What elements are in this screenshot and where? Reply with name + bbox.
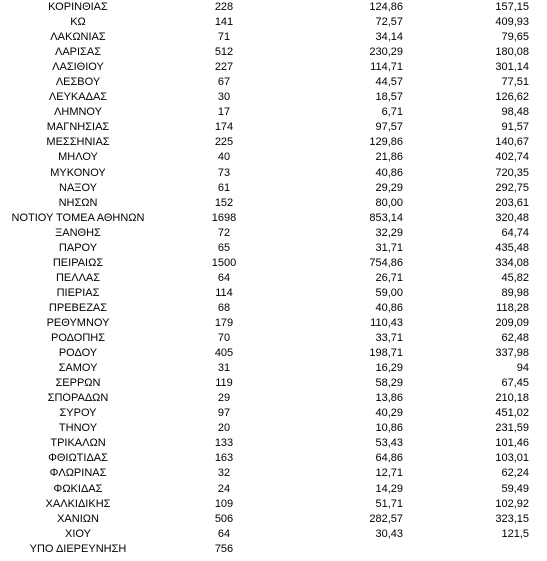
count-cell: 109 (214, 497, 234, 510)
table-row (0, 271, 547, 286)
region-name-cell: ΦΘΙΩΤΙΔΑΣ (48, 452, 108, 465)
rate-cell: 16,29 (375, 362, 403, 375)
region-name-cell: ΛΑΡΙΣΑΣ (54, 46, 101, 59)
table-row (0, 135, 547, 150)
ratio-cell: 435,48 (495, 241, 529, 254)
table-row (0, 436, 547, 451)
count-cell: 64 (217, 271, 231, 284)
count-cell: 24 (217, 482, 231, 495)
rate-cell: 26,71 (375, 271, 403, 284)
rate-cell: 97,57 (375, 121, 403, 134)
ratio-cell: 409,93 (495, 16, 529, 29)
ratio-cell: 209,09 (495, 317, 529, 329)
region-name-cell: ΜΕΣΣΗΝΙΑΣ (46, 136, 110, 149)
region-name-cell: ΧΙΟΥ (65, 527, 91, 540)
rate-cell: 282,57 (369, 512, 403, 525)
ratio-cell: 337,98 (495, 347, 529, 360)
count-cell: 141 (214, 16, 234, 29)
ratio-cell: 451,02 (495, 407, 529, 420)
region-name-cell: ΠΕΛΛΑΣ (55, 271, 101, 284)
rate-cell: 10,86 (375, 422, 403, 435)
region-name-cell: ΛΑΣΙΘΙΟΥ (52, 61, 104, 74)
region-name-cell: ΠΡΕΒΕΖΑΣ (48, 301, 108, 314)
table-row (0, 286, 547, 301)
region-name-cell: ΠΑΡΟΥ (58, 241, 98, 254)
ratio-cell: 121,5 (501, 527, 529, 540)
ratio-cell: 67,45 (501, 377, 529, 390)
count-cell: 64 (217, 527, 231, 540)
ratio-cell: 98,48 (501, 106, 529, 119)
count-cell: 68 (217, 301, 231, 314)
table-row (0, 211, 547, 226)
table-row (0, 542, 547, 557)
ratio-cell: 91,57 (501, 121, 529, 134)
region-name-cell: ΡΕΘΥΜΝΟΥ (46, 317, 110, 329)
count-cell: 114 (215, 286, 233, 299)
rate-cell: 129,86 (369, 136, 403, 149)
ratio-cell: 62,48 (501, 332, 529, 345)
count-cell: 228 (214, 1, 234, 14)
table-row (0, 406, 547, 421)
rate-cell: 853,14 (369, 211, 403, 224)
rate-cell: 31,71 (375, 241, 403, 254)
ratio-cell: 301,14 (495, 61, 529, 74)
rate-cell: 40,86 (375, 166, 403, 179)
table-row (0, 0, 547, 15)
ratio-cell: 118,28 (496, 301, 529, 314)
table-row (0, 346, 547, 361)
count-cell: 174 (214, 121, 234, 134)
rate-cell: 14,29 (375, 482, 403, 495)
rate-cell: 34,14 (375, 31, 403, 44)
count-cell: 65 (217, 241, 231, 254)
ratio-cell: 720,35 (495, 166, 529, 179)
region-name-cell: ΝΗΣΩΝ (58, 196, 98, 209)
count-cell: 1698 (211, 211, 237, 224)
region-name-cell: ΠΕΙΡΑΙΩΣ (52, 256, 104, 269)
rate-cell: 30,43 (375, 527, 403, 540)
rate-cell: 80,00 (375, 196, 403, 209)
table-row (0, 196, 547, 211)
count-cell: 30 (217, 91, 231, 104)
region-name-cell: ΛΕΥΚΑΔΑΣ (48, 91, 108, 104)
table-row (0, 90, 547, 105)
rate-cell: 110,43 (370, 317, 403, 329)
table-row (0, 45, 547, 60)
count-cell: 133 (214, 437, 234, 450)
table-row (0, 331, 547, 346)
ratio-cell: 62,24 (501, 467, 529, 480)
rate-cell: 64,86 (375, 452, 403, 465)
rate-cell: 53,43 (375, 437, 403, 450)
rate-cell: 51,71 (375, 497, 403, 510)
ratio-cell: 59,49 (501, 482, 529, 495)
count-cell: 32 (217, 467, 231, 480)
table-row (0, 361, 547, 376)
region-name-cell: ΚΟΡΙΝΘΙΑΣ (48, 1, 108, 14)
rate-cell: 13,86 (375, 392, 403, 405)
ratio-cell: 140,67 (495, 136, 529, 149)
ratio-cell: 126,62 (495, 91, 529, 104)
table-row (0, 421, 547, 436)
rate-cell (292, 542, 403, 557)
table-row (0, 150, 547, 165)
region-name-cell: ΞΑΝΘΗΣ (55, 226, 101, 239)
table-row (0, 497, 547, 512)
ratio-cell: 103,01 (495, 452, 529, 465)
count-cell: 225 (214, 136, 234, 149)
table-row (0, 166, 547, 181)
region-name-cell: ΚΩ (70, 16, 86, 29)
count-cell: 97 (217, 407, 231, 420)
count-cell: 70 (217, 332, 231, 345)
region-name-cell: ΛΗΜΝΟΥ (54, 106, 102, 119)
ratio-cell: 101,46 (495, 437, 529, 450)
region-name-cell: ΣΥΡΟΥ (59, 407, 97, 420)
region-name-cell: ΝΑΞΟΥ (59, 181, 97, 194)
table-row (0, 391, 547, 406)
rate-cell: 72,57 (375, 16, 403, 29)
count-cell: 1500 (211, 256, 237, 269)
region-name-cell: ΤΡΙΚΑΛΩΝ (50, 437, 106, 450)
rate-cell: 114,71 (370, 61, 403, 74)
region-name-cell: ΠΙΕΡΙΑΣ (56, 286, 100, 299)
region-name-cell: ΜΑΓΝΗΣΙΑΣ (46, 121, 110, 134)
count-cell: 40 (217, 151, 231, 164)
ratio-cell: 79,65 (501, 31, 529, 44)
rate-cell: 40,86 (375, 301, 403, 314)
region-name-cell: ΛΕΣΒΟΥ (55, 76, 101, 89)
table-row (0, 120, 547, 135)
count-cell: 61 (217, 181, 231, 194)
count-cell: 506 (214, 512, 234, 525)
ratio-cell: 64,74 (501, 226, 529, 239)
ratio-cell: 292,75 (495, 181, 529, 194)
count-cell: 227 (214, 61, 234, 74)
ratio-cell: 180,08 (495, 46, 529, 59)
region-name-cell: ΧΑΛΚΙΔΙΚΗΣ (45, 497, 111, 510)
table-row (0, 301, 547, 316)
count-cell: 31 (217, 362, 231, 375)
rate-cell: 124,86 (369, 1, 403, 14)
count-cell: 756 (214, 542, 234, 555)
region-name-cell: ΜΗΛΟΥ (58, 151, 98, 164)
table-row (0, 15, 547, 30)
table-row (0, 30, 547, 45)
count-cell: 20 (217, 422, 231, 435)
table-row (0, 376, 547, 391)
rate-cell: 12,71 (375, 467, 403, 480)
ratio-cell: 102,92 (495, 497, 529, 510)
rate-cell: 230,29 (369, 46, 403, 59)
rate-cell: 58,29 (375, 377, 403, 390)
rate-cell: 44,57 (375, 76, 403, 89)
rate-cell: 21,86 (375, 151, 403, 164)
table-row (0, 60, 547, 75)
count-cell: 405 (214, 347, 234, 360)
region-name-cell: ΤΗΝΟΥ (58, 422, 98, 435)
region-name-cell: ΣΑΜΟΥ (58, 362, 98, 375)
ratio-cell: 203,61 (495, 196, 529, 209)
region-name-cell: ΛΑΚΩΝΙΑΣ (50, 31, 106, 44)
count-cell: 179 (214, 317, 234, 329)
ratio-cell: 402,74 (495, 151, 529, 164)
region-name-cell: ΦΩΚΙΔΑΣ (53, 482, 103, 495)
region-name-cell: ΣΠΟΡΑΔΩΝ (47, 392, 109, 405)
table-row (0, 527, 547, 542)
region-name-cell: ΧΑΝΙΩΝ (57, 512, 99, 525)
rate-cell: 18,57 (375, 91, 403, 104)
table-row (0, 316, 547, 331)
ratio-cell (403, 542, 547, 557)
rate-cell: 40,29 (375, 407, 403, 420)
rate-cell: 29,29 (375, 181, 403, 194)
table-row (0, 451, 547, 466)
ratio-cell: 94 (516, 362, 529, 375)
count-cell: 73 (217, 166, 231, 179)
region-name-cell: ΣΕΡΡΩΝ (55, 377, 101, 390)
count-cell: 152 (214, 196, 234, 209)
rate-cell: 6,71 (381, 106, 403, 119)
ratio-cell: 77,51 (501, 76, 529, 89)
rate-cell: 32,29 (375, 226, 403, 239)
count-cell: 119 (215, 377, 233, 390)
count-cell: 71 (217, 31, 231, 44)
ratio-cell: 231,59 (495, 422, 529, 435)
table-row (0, 256, 547, 271)
table-row (0, 181, 547, 196)
ratio-cell: 320,48 (495, 211, 529, 224)
table-row (0, 466, 547, 481)
ratio-cell: 210,18 (495, 392, 529, 405)
region-name-cell: ΦΛΩΡΙΝΑΣ (49, 467, 107, 480)
rate-cell: 198,71 (369, 347, 403, 360)
count-cell: 163 (214, 452, 234, 465)
rate-cell: 59,00 (375, 286, 403, 299)
count-cell: 67 (217, 76, 231, 89)
rate-cell: 754,86 (369, 256, 403, 269)
table-row (0, 75, 547, 90)
ratio-cell: 45,82 (501, 271, 529, 284)
ratio-cell: 157,15 (495, 1, 529, 14)
table-row (0, 105, 547, 120)
table-row (0, 512, 547, 527)
ratio-cell: 323,15 (495, 512, 529, 525)
rate-cell: 33,71 (375, 332, 403, 345)
region-name-cell: ΡΟΔΟΠΗΣ (50, 332, 106, 345)
ratio-cell: 334,08 (495, 256, 529, 269)
table-row (0, 226, 547, 241)
table-row (0, 482, 547, 497)
region-name-cell: ΥΠΟ ΔΙΕΡΕΥΝΗΣΗ (29, 542, 127, 555)
table-row (0, 241, 547, 256)
count-cell: 17 (217, 106, 231, 119)
count-cell: 29 (217, 392, 231, 405)
count-cell: 512 (214, 46, 234, 59)
ratio-cell: 89,98 (501, 286, 529, 299)
region-name-cell: ΝΟΤΙΟΥ ΤΟΜΕΑ ΑΘΗΝΩΝ (11, 211, 145, 224)
region-name-cell: ΜΥΚΟΝΟΥ (50, 166, 106, 179)
count-cell: 72 (217, 226, 231, 239)
region-name-cell: ΡΟΔΟΥ (58, 347, 98, 360)
